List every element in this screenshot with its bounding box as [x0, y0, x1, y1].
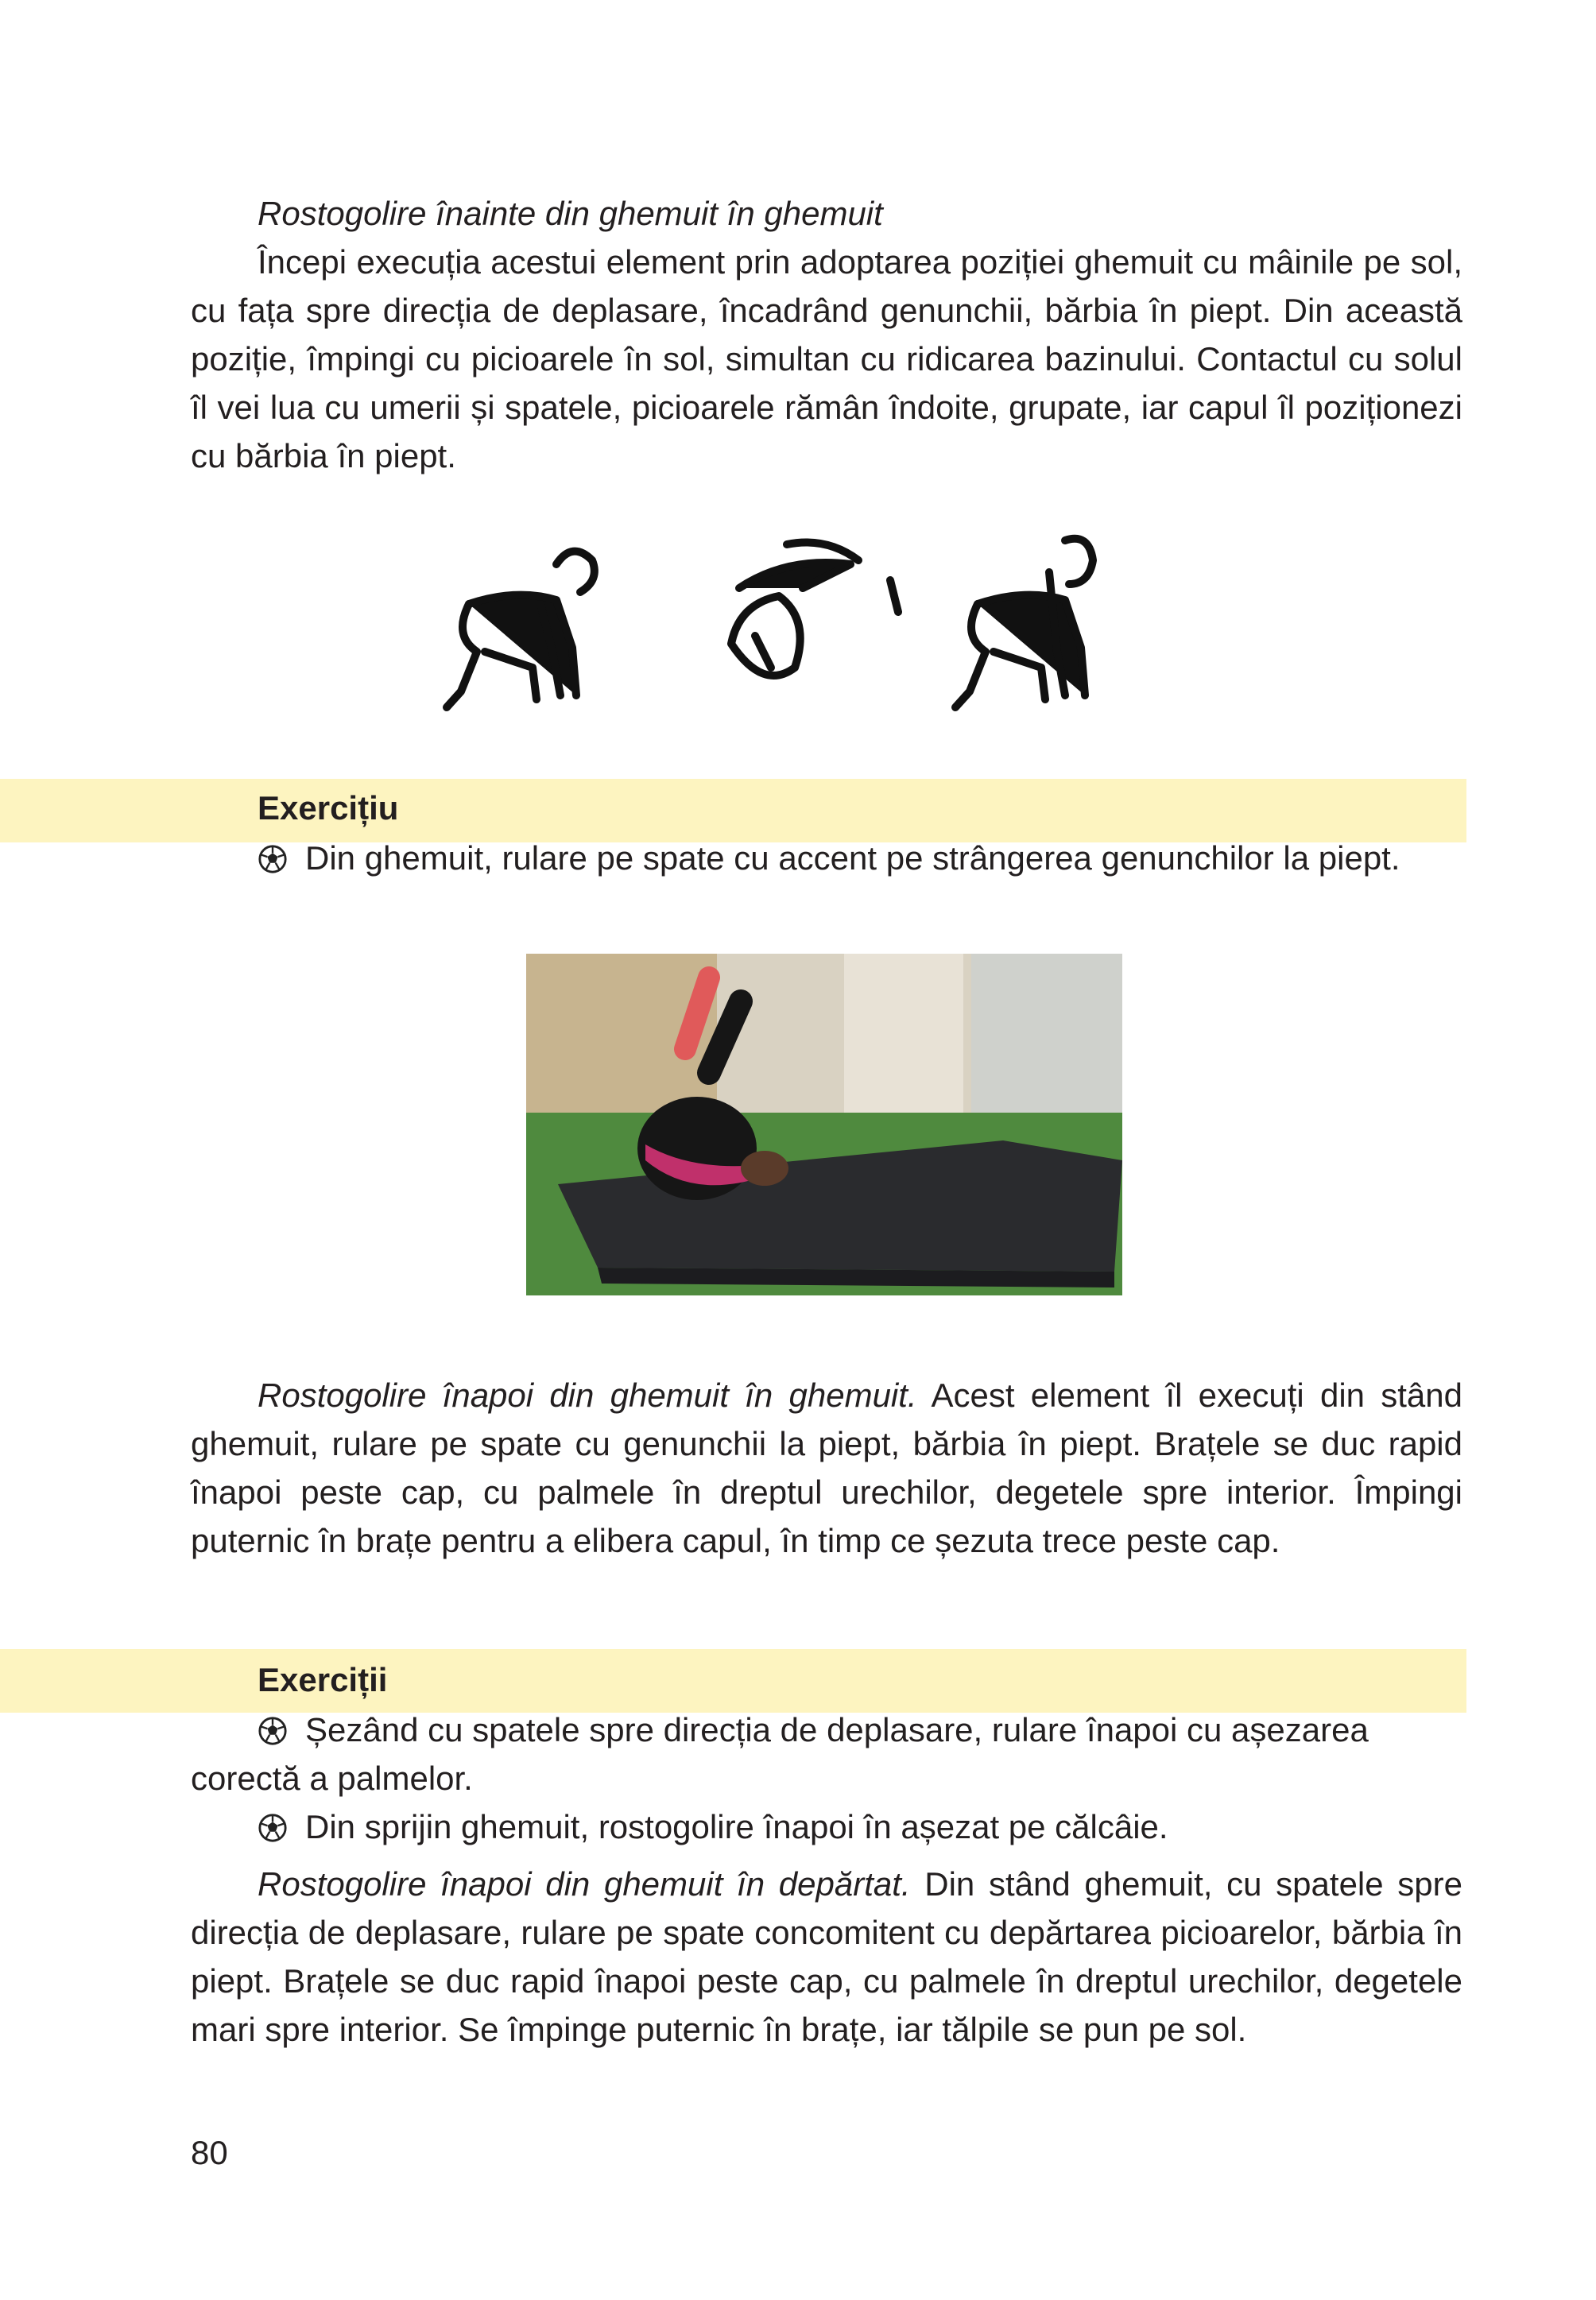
figure-crouch-start — [447, 552, 595, 707]
figure-crouch-end — [955, 539, 1093, 707]
section1-body: Începi execuția acestui element prin adoptarea poziției ghemuit cu mâinile pe sol, cu fața spre direcția de deplasare, încadrând genunchii, bărbia în piept. Din această poziție, împingi cu picioarele în sol, simultan cu ridicarea bazinului. Contactul cu solul îl vei lua cu umerii și spatele, picioarele rămân îndoite, grupate, iar capul îl poziționezi cu bărbia în piept. — [191, 243, 1462, 474]
exercise2-heading: Exerciții — [258, 1661, 388, 1698]
list-item: Din sprijin ghemuit, rostogolire înapoi în așezat pe călcâie. — [258, 1802, 1168, 1851]
section3-title: Rostogolire înapoi din ghemuit în depărtat. — [258, 1865, 911, 1903]
section2-title: Rostogolire înapoi din ghemuit în ghemuit. — [258, 1377, 917, 1414]
exercise-photo — [526, 954, 1122, 1295]
list-item: Șezând cu spatele spre direcția de deplasare, rulare înapoi cu așezarea — [258, 1706, 1369, 1754]
soccer-ball-icon — [258, 844, 288, 874]
exercise-band — [0, 1649, 1466, 1713]
list-item-continuation: corectă a palmelor. — [191, 1760, 473, 1797]
soccer-ball-icon — [258, 1716, 288, 1746]
section3-body: Rostogolire înapoi din ghemuit în depărtat. Din stând ghemuit, cu spatele spre direcția de deplasare, rulare pe spate concomitent cu depărtarea picioarelor, bărbia în piept. Brațele se duc rapid înapoi peste cap, cu palmele în dreptul urechilor, degetele mari spre interior. Se împinge puternic în brațe, iar tălpile se pun pe sol. — [191, 1865, 1463, 2048]
figure-rolling — [731, 543, 898, 676]
exercise-band — [0, 779, 1466, 842]
section1-title: Rostogolire înainte din ghemuit în ghemuit — [258, 195, 883, 232]
forward-roll-illustration — [437, 517, 1200, 715]
soccer-ball-icon — [258, 1813, 288, 1843]
section2-body: Rostogolire înapoi din ghemuit în ghemuit. Acest element îl execuți din stând ghemuit, rulare pe spate cu genunchii la piept, bărbia în piept. Brațele se duc rapid înapoi peste cap, cu palmele în dreptul urechilor, degetele spre interior. Împingi puternic în brațe pentru a elibera capul, în timp ce șezuta trece peste cap. — [191, 1377, 1462, 1559]
exercise1-heading: Exercițiu — [258, 789, 399, 827]
list-item: Din ghemuit, rulare pe spate cu accent pe strângerea genunchilor la piept. — [258, 834, 1400, 882]
page-number: 80 — [191, 2134, 228, 2171]
